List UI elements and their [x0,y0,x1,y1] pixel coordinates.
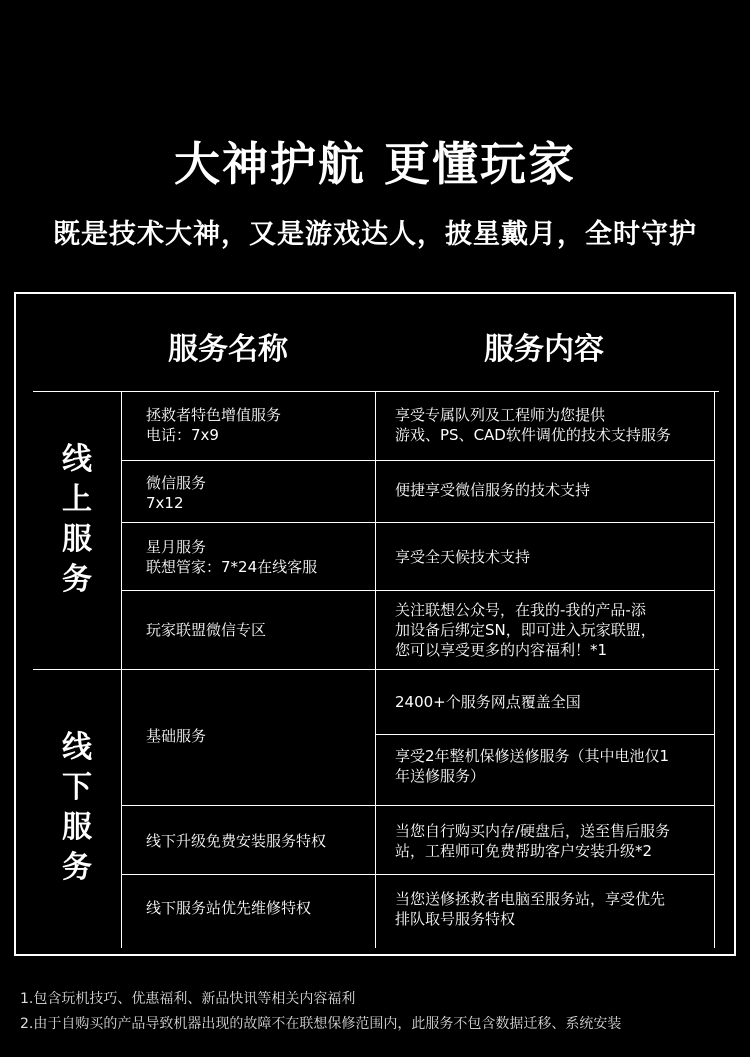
row-divider [121,460,714,461]
page-subtitle: 既是技术大神，又是游戏达人，披星戴月，全时守护 [53,219,697,250]
service-content-cell: 当您送修拯救者电脑至服务站，享受优先 排队取号服务特权 [395,890,666,928]
service-content-cell: 当您自行购买内存/硬盘后，送至售后服务 站，工程师可免费帮助客户安装升级*2 [395,822,671,860]
footnote-2: 2.由于自购买的产品导致机器出现的故障不在联想保修范围内，此服务不包含数据迁移、系统安装 [20,1016,622,1032]
service-name-cell: 星月服务 联想管家：7*24在线客服 [146,538,318,576]
header-service-name: 服务名称 [168,332,288,367]
group-label-online [33,440,121,600]
row-divider [121,805,714,806]
service-name-cell: 线下升级免费安装服务特权 [146,832,327,850]
service-name-cell: 线下服务站优先维修特权 [146,899,312,917]
row-divider [121,590,714,591]
row-divider [121,874,714,875]
service-content-cell: 享受专属队列及工程师为您提供 游戏、PS、CAD软件调优的技术支持服务 [395,406,671,444]
page-title: 大神护航 更懂玩家 [173,137,576,191]
group-label-offline [33,728,121,888]
service-content-cell: 关注联想公众号，在我的-我的产品-添 加设备后绑定SN，即可进入玩家联盟， 您可以享受更多的内容福利！*1 [395,601,656,659]
group-label-offline-text: 线下服务 [62,730,92,885]
service-name-cell: 基础服务 [146,727,207,745]
row-divider [121,522,714,523]
column-divider [375,391,376,948]
row-divider [375,734,714,735]
header-divider [33,391,719,392]
service-content-cell: 享受全天候技术支持 [395,548,531,566]
service-content-cell: 2400+个服务网点覆盖全国 [395,693,581,711]
service-name-cell: 拯救者特色增值服务 电话：7x9 [146,406,282,444]
group-label-online-text: 线上服务 [62,442,92,597]
footnote-1: 1.包含玩机技巧、优惠福利、新品快讯等相关内容福利 [20,991,356,1007]
service-name-cell: 微信服务 7x12 [146,474,207,512]
group-divider [33,669,719,670]
header-service-content: 服务内容 [484,332,604,367]
column-divider [714,391,715,948]
service-content-cell: 便捷享受微信服务的技术支持 [395,481,591,499]
column-divider [121,391,122,948]
service-name-cell: 玩家联盟微信专区 [146,621,267,639]
service-content-cell: 享受2年整机保修送修服务（其中电池仅1 年送修服务） [395,747,670,785]
